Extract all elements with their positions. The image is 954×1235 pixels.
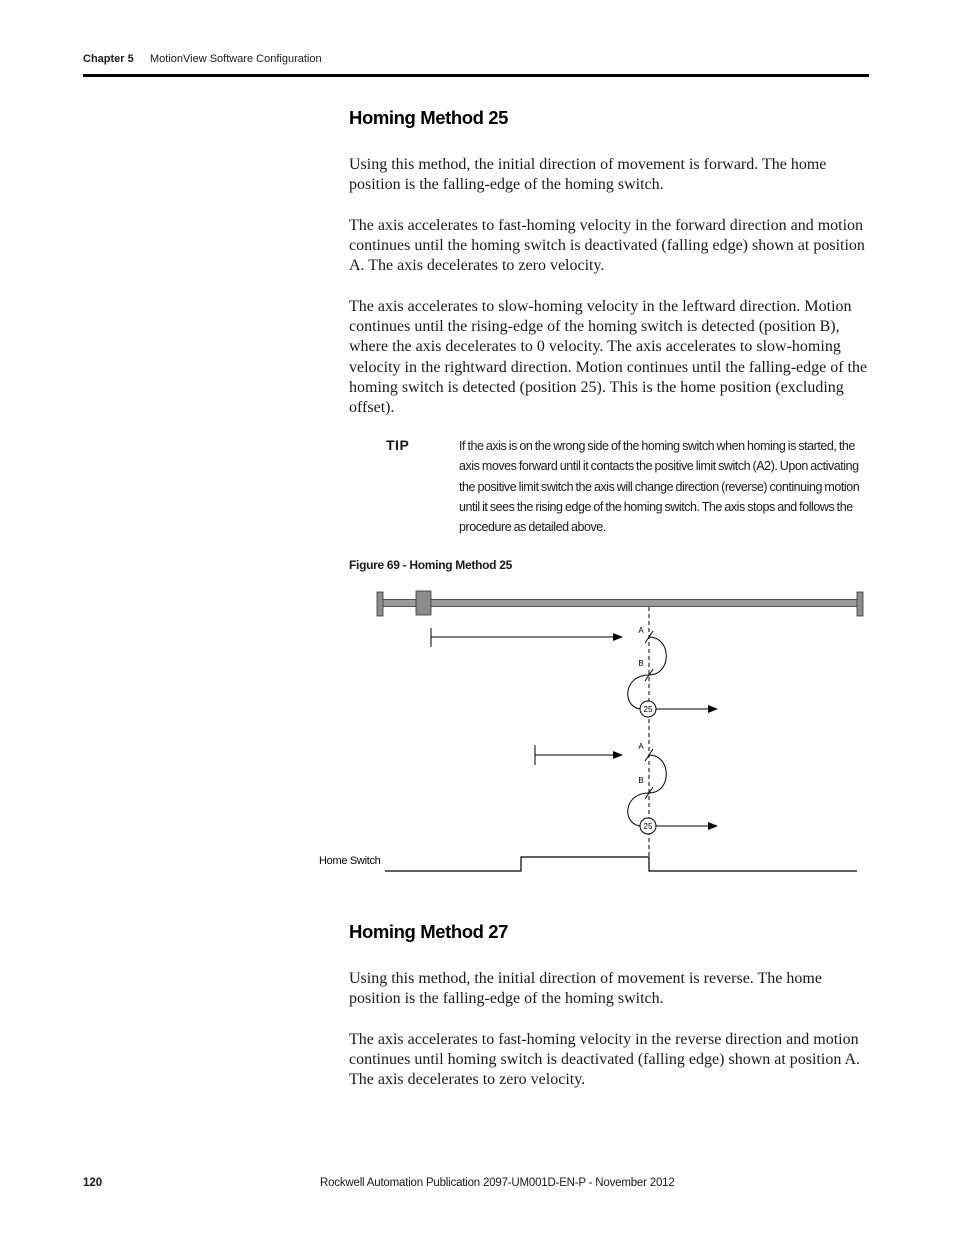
axis-rail — [377, 591, 863, 616]
section-heading-method-27: Homing Method 27 — [349, 921, 509, 942]
home-position-label: 25 — [643, 705, 653, 714]
positive-limit-stop — [857, 592, 863, 616]
home-switch-label: Home Switch — [319, 855, 381, 867]
chapter-title: MotionView Software Configuration — [150, 53, 322, 65]
chapter-label: Chapter 5 — [83, 53, 134, 65]
paragraph: The axis accelerates to slow-homing velocity in the leftward direction. Motion continues until the rising-edge of the homing switch is detected (position B), where the axis decelerates to 0 velocity. The axis accelerates to slow-homing velocity in the rightward direction. Motion continues until the falling-edge of the homing switch is detected (position 25). This is the home position (excluding offset). — [349, 298, 868, 417]
paragraph: Using this method, the initial direction of movement is forward. The home position is the falling-edge of the homing switch. — [349, 156, 827, 194]
position-a-label: A — [638, 742, 644, 751]
tip-label: TIP — [386, 437, 410, 453]
reverse-loop — [649, 637, 666, 675]
position-a-label: A — [638, 626, 644, 635]
page-number: 120 — [83, 1177, 103, 1189]
paragraph: Using this method, the initial direction of movement is reverse. The home position is the falling-edge of the homing switch. — [349, 970, 822, 1008]
reverse-loop — [649, 755, 666, 793]
home-position-label: 25 — [643, 822, 653, 831]
paragraph: The axis accelerates to fast-homing velocity in the reverse direction and motion continues until homing switch is deactivated (falling edge) shown at position A. The axis decelerates to zero velocity. — [349, 1031, 861, 1089]
home-switch-signal — [385, 857, 857, 871]
tip-text: If the axis is on the wrong side of the homing switch when homing is started, the axis moves forward until it contacts the positive limit switch (A2). Upon activating the positive limit switch the axis will change direction (reverse) continuing motion until it sees the rising edge of the homing switch. The axis stops and follows the procedure as detailed above. — [459, 439, 860, 535]
negative-limit-stop — [377, 592, 383, 616]
homing-path-case-1 — [431, 626, 717, 717]
position-b-label: B — [638, 776, 644, 785]
paragraph: The axis accelerates to fast-homing velocity in the forward direction and motion continues until the homing switch is deactivated (falling edge) shown at position A. The axis decelerates to zero velocity. — [349, 217, 865, 275]
position-b-label: B — [638, 659, 644, 668]
figure-caption: Figure 69 - Homing Method 25 — [349, 558, 512, 572]
section-heading-method-25: Homing Method 25 — [349, 107, 509, 128]
homing-path-case-2 — [535, 742, 717, 834]
publication-info: Rockwell Automation Publication 2097-UM001D-EN-P - November 2012 — [320, 1177, 675, 1189]
axis-carriage — [416, 591, 431, 615]
